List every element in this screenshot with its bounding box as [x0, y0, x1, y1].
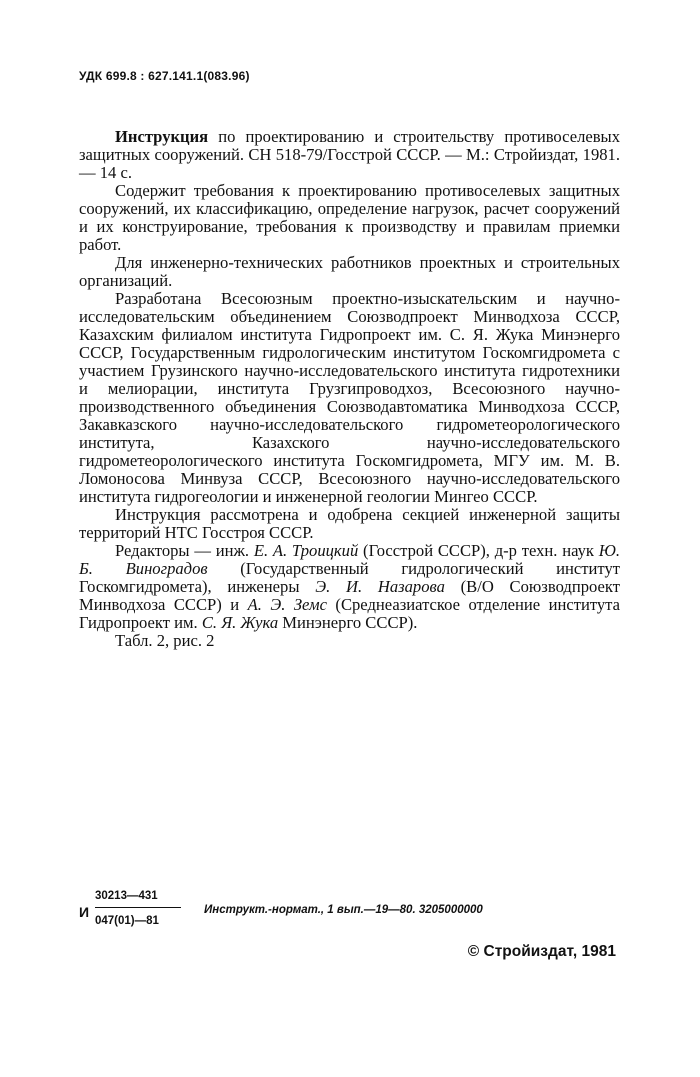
- catalog-denominator: 047(01)—81: [95, 915, 159, 927]
- approval-paragraph: Инструкция рассмотрена и одобрена секцией инженерной защиты территорий НТС Госстроя СССР.: [79, 505, 620, 542]
- editors-paragraph: [79, 542, 620, 632]
- editors-text: (Государственный гидрологический институт Госкомгидромета), инженеры: [79, 559, 620, 596]
- fraction-line: [95, 907, 181, 908]
- editors-text: Редакторы — инж.: [115, 541, 254, 560]
- audience-paragraph: Для инженерно-технических работников проектных и строительных организаций.: [79, 253, 620, 290]
- editors-text: (В/О Союзводпроект Минводхоза СССР) и: [79, 577, 620, 614]
- tables-figures-count: Табл. 2, рис. 2: [115, 631, 215, 650]
- editors-text: Минэнерго СССР).: [278, 613, 418, 632]
- summary-paragraph: Содержит требования к проектированию противоселевых защитных сооружений, их классификацию, определение нагрузок, расчет сооружений и их конструирование, требования к производству и правилам приемки работ.: [79, 181, 620, 254]
- copyright-notice: © Стройиздат, 1981: [467, 943, 616, 960]
- editor-name: Э. И. Назарова: [315, 577, 445, 596]
- editor-name: С. Я. Жука: [201, 613, 279, 632]
- udc-code: УДК 699.8 : 627.141.1(083.96): [79, 69, 250, 83]
- developers-paragraph: Разработана Всесоюзным проектно-изыскательским и научно-исследовательским объединением Союзводпроект Минводхоза СССР, Казахским филиалом института Гидропроект им. С. Я. Жука Минэнерго СССР, Государственным гидрологическим институтом Госкомгидромета с участием Грузинского научно-исследовательского института гидротехники и мелиорации, института Грузгипроводхоз, Всесоюзного научно-производственного объединения Союзводавтоматика Минводхоза СССР, Закавказского научно-исследовательского гидрометеорологического института, Казахского научно-исследовательского гидрометеорологического института Госкомгидромета, МГУ им. М. В. Ломоносова Минвуза СССР, Всесоюзного научно-исследовательского института гидрогеологии и инженерной геологии Мингео СССР.: [79, 289, 620, 506]
- catalog-letter: И: [79, 904, 90, 920]
- editor-name: Е. А. Троицкий: [253, 541, 359, 560]
- citation-title: Инструкция: [115, 127, 209, 146]
- editor-name: Ю. Б. Виноградов: [79, 541, 620, 578]
- bibliographic-citation: [79, 128, 620, 182]
- catalog-info: Инструкт.-нормат., 1 вып.—19—80. 3205000000: [204, 904, 483, 916]
- editor-name: А. Э. Земс: [247, 595, 327, 614]
- catalog-index: [79, 890, 639, 940]
- editors-text: (Среднеазиатское отделение института Гидропроект им.: [79, 595, 620, 632]
- citation-details: по проектированию и строительству противоселевых защитных сооружений. СН 518-79/Госстрой СССР. — М.: Стройиздат, 1981. — 14 с.: [79, 127, 620, 182]
- catalog-numerator: 30213—431: [95, 890, 158, 902]
- editors-text: (Госстрой СССР), д-р техн. наук: [358, 541, 599, 560]
- annotation-block: [79, 128, 620, 650]
